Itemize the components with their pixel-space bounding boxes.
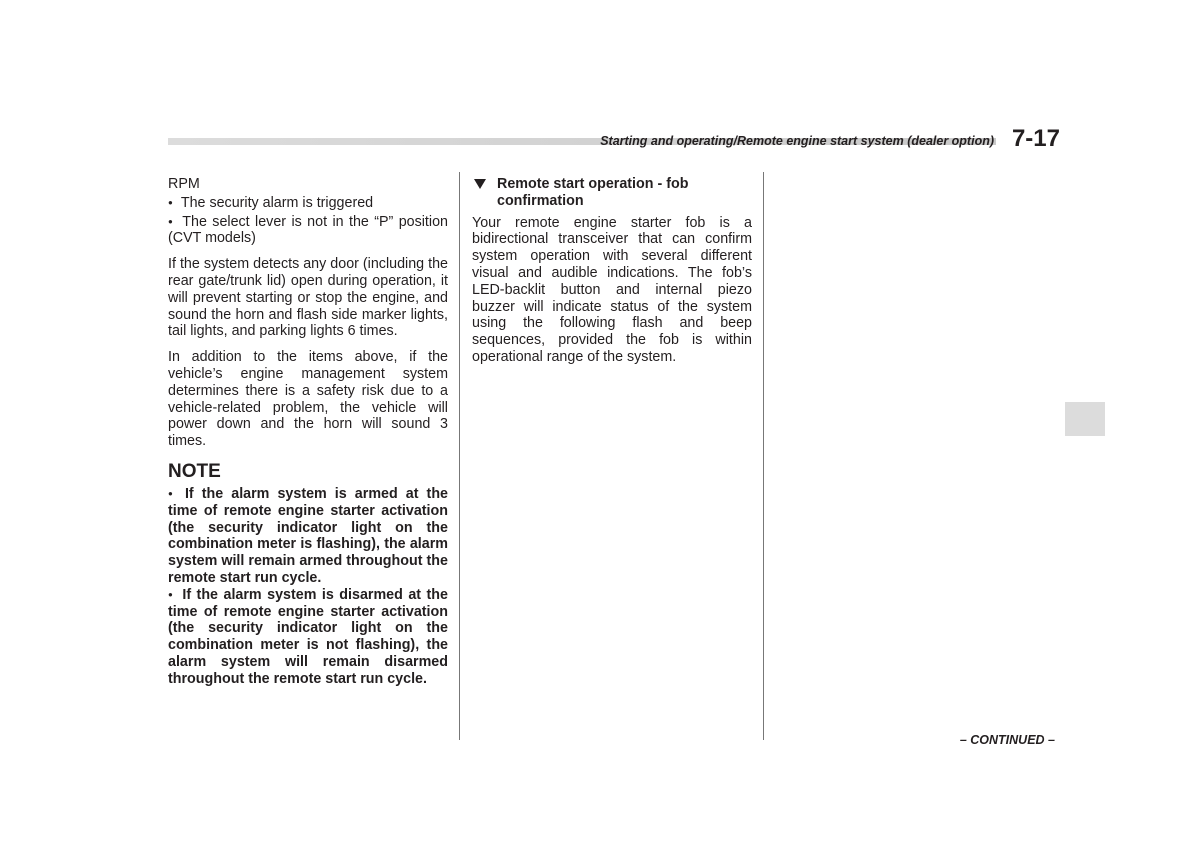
note-block	[168, 461, 448, 688]
page-number: 7-17	[1011, 125, 1060, 152]
section-title: Starting and operating/Remote engine start system (dealer option)	[600, 134, 994, 148]
rpm-text: RPM	[168, 176, 200, 192]
paragraph: In addition to the items above, if the vehicle’s engine management system determines there is a safety risk due to a vehicle-related problem, the vehicle will power down and the horn will sound 3 times.	[168, 349, 448, 450]
triangle-marker-icon	[474, 179, 486, 189]
note-item: ● If the alarm system is armed at the time of remote engine starter activation (the security indicator light on the combination meter is flashing), the alarm system will remain armed throughout the remote start run cycle.	[168, 486, 448, 587]
paragraph: If the system detects any door (including the rear gate/trunk lid) open during operation, it will prevent starting or stop the engine, and sound the horn and flash side marker lights, tail lights, and parking lights 6 times.	[168, 256, 448, 340]
bullet-item: ● The security alarm is triggered	[168, 195, 448, 212]
paragraph: Your remote engine starter fob is a bidirectional transceiver that can confirm system operation with several different visual and audible indications. The fob’s LED-backlit button and internal piezo buzzer will indicate status of the system using the following flash and beep sequences, provided the fob is within operational range of the system.	[472, 214, 752, 365]
left-column	[168, 176, 448, 688]
chapter-tab	[1065, 402, 1105, 436]
note-title: NOTE	[168, 460, 221, 482]
subsection-heading: Remote start operation - fob confirmation	[472, 176, 752, 210]
column-divider	[459, 172, 460, 740]
right-column	[472, 176, 752, 366]
note-item: ● If the alarm system is disarmed at the time of remote engine starter activation (the security indicator light on the combination meter is not flashing), the alarm system will remain disarmed throughout the remote start run cycle.	[168, 587, 448, 688]
continued-label: – CONTINUED –	[959, 733, 1055, 747]
bullet-item: ● The select lever is not in the “P” position (CVT models)	[168, 214, 448, 248]
column-divider	[763, 172, 764, 740]
